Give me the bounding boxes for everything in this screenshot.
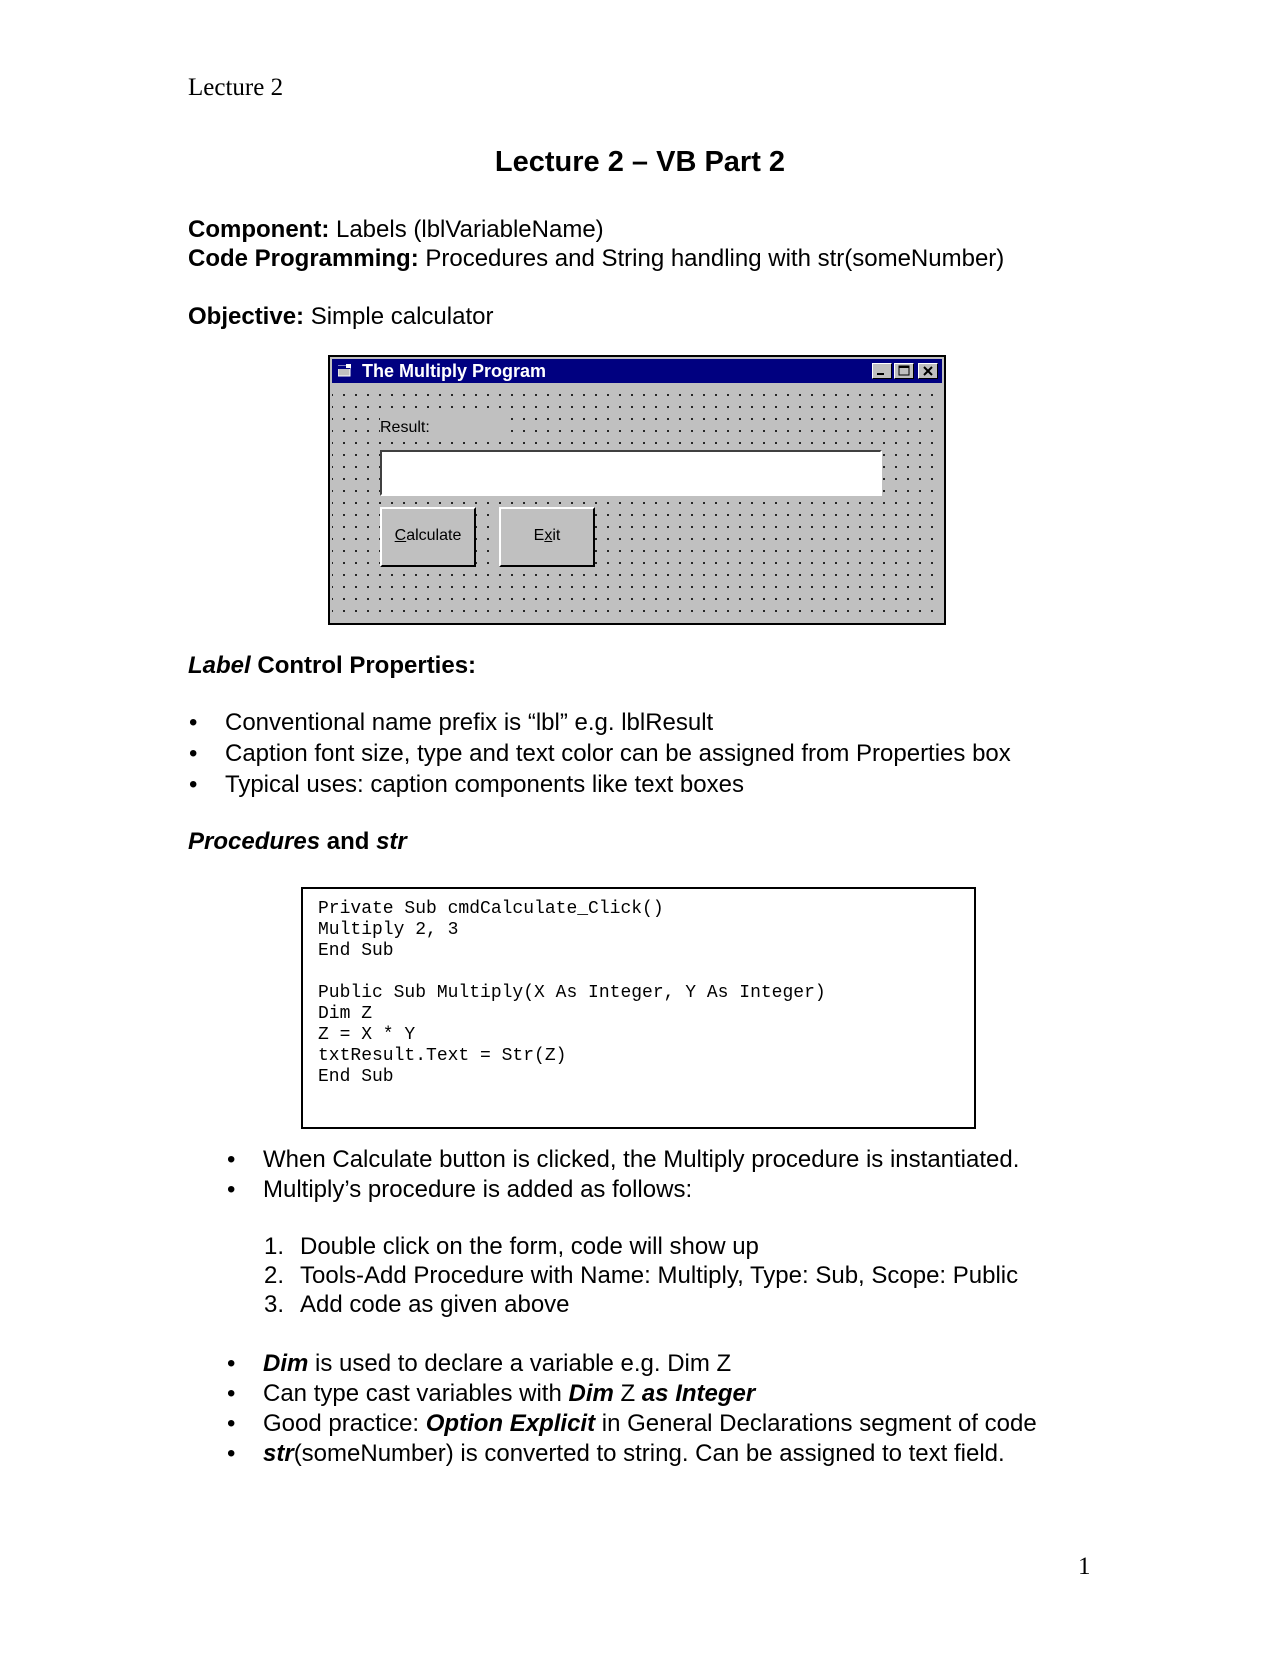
list-item: • Conventional name prefix is “lbl” e.g. lblResult (225, 709, 1011, 740)
page-number: 1 (1078, 1553, 1091, 1580)
list-item: 1. Double click on the form, code will show up (264, 1233, 759, 1260)
window-titlebar[interactable] (332, 359, 942, 383)
code-programming-line (188, 245, 1004, 273)
objective-label: Objective: (188, 303, 305, 330)
vb-form-window (328, 355, 946, 625)
close-button[interactable] (918, 363, 938, 379)
list-item: • Typical uses: caption components like text boxes (225, 771, 1011, 802)
procedure-steps-list (264, 1233, 1019, 1320)
result-textbox[interactable] (380, 450, 882, 496)
running-header: Lecture 2 (188, 74, 284, 101)
calculate-button[interactable]: Calculate (380, 507, 476, 567)
form-design-grid (332, 385, 942, 621)
code-line: Private Sub cmdCalculate_Click() (318, 899, 664, 919)
close-icon (921, 365, 935, 377)
code-listing-box (301, 887, 976, 1129)
result-label: Result: (380, 415, 510, 441)
code-listing (318, 899, 826, 1088)
code-line (318, 962, 826, 983)
list-item: • Good practice: Option Explicit in General Declarations segment of code (263, 1410, 1037, 1440)
component-value: Labels (lblVariableName) (329, 216, 604, 243)
list-item: • str(someNumber) is converted to string. Can be assigned to text field. (263, 1440, 1037, 1470)
code-line: Z = X * Y (318, 1025, 416, 1045)
page-title: Lecture 2 – VB Part 2 (494, 146, 786, 178)
list-item: 3. Add code as given above (264, 1291, 570, 1318)
list-item: • Can type cast variables with Dim Z as Integer (263, 1380, 1037, 1410)
list-item: • Caption font size, type and text color can be assigned from Properties box (225, 740, 1011, 771)
list-item: 2. Tools-Add Procedure with Name: Multiply, Type: Sub, Scope: Public (264, 1262, 1019, 1289)
label-properties-heading: Label Control Properties: (188, 652, 477, 679)
objective-value: Simple calculator (304, 303, 494, 330)
code-programming-value: Procedures and String handling with str(someNumber) (418, 245, 1005, 272)
objective-line (188, 303, 493, 331)
procedure-notes-list (263, 1146, 1019, 1206)
minimize-button[interactable] (872, 363, 892, 379)
window-title: The Multiply Program (362, 361, 547, 381)
code-line: Public Sub Multiply(X As Integer, Y As Integer) (318, 983, 826, 1003)
code-line: txtResult.Text = Str(Z) (318, 1046, 567, 1066)
form-app-icon (338, 364, 352, 377)
code-line: Multiply 2, 3 (318, 920, 459, 940)
code-line: Dim Z (318, 1004, 373, 1024)
component-line (188, 216, 604, 244)
code-line: End Sub (318, 1067, 394, 1087)
code-line: End Sub (318, 941, 394, 961)
minimize-icon (875, 365, 889, 377)
list-item: • Multiply’s procedure is added as follows: (263, 1176, 1019, 1206)
label-properties-list (225, 709, 1011, 802)
maximize-button[interactable] (894, 363, 914, 379)
code-programming-label: Code Programming: (188, 245, 419, 272)
procedures-heading: Procedures and str (188, 828, 407, 855)
list-item: • When Calculate button is clicked, the Multiply procedure is instantiated. (263, 1146, 1019, 1176)
exit-button[interactable]: Exit (499, 507, 595, 567)
maximize-icon (897, 365, 911, 377)
dim-notes-list (263, 1350, 1037, 1470)
list-item: • Dim is used to declare a variable e.g. Dim Z (263, 1350, 1037, 1380)
component-label: Component: (188, 216, 330, 243)
